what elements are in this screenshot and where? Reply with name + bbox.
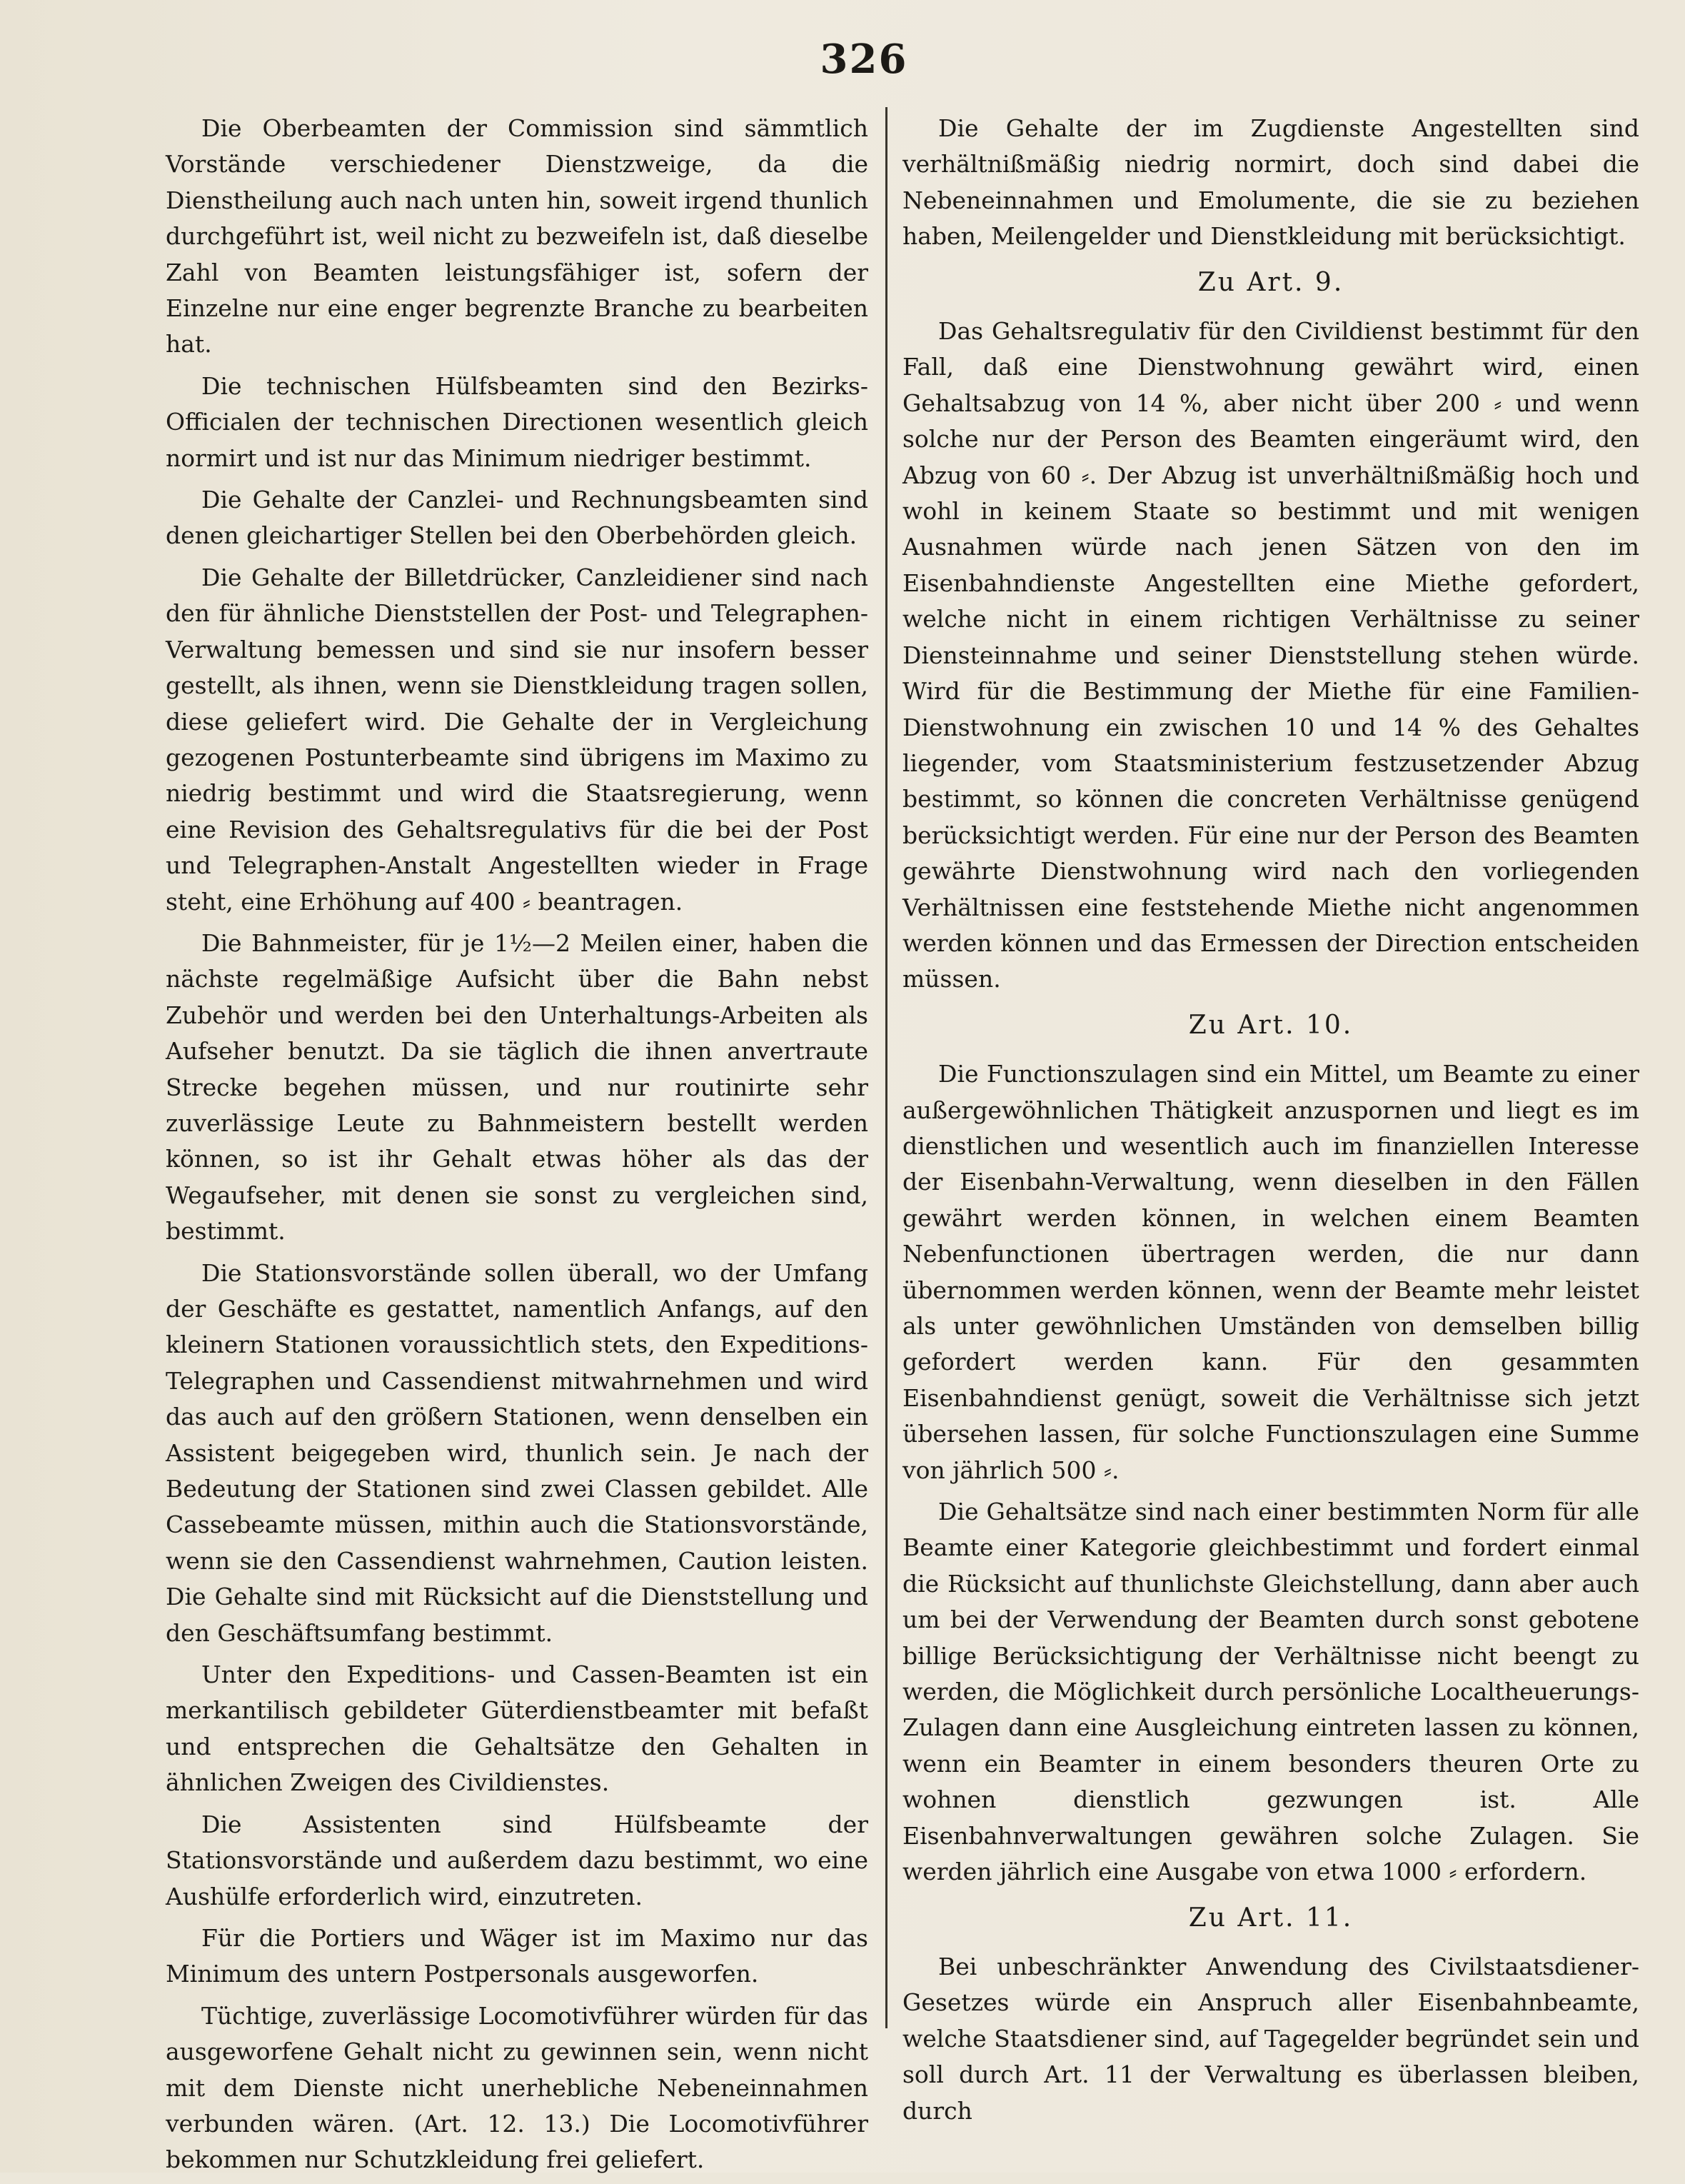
paragraph-oberbeamten: Die Oberbeamten der Commission sind sämmtlich Vorstände verschiedener Dienstzweige, da die Dienstheilung auch nach unten hin, soweit irgend thunlich durchgeführt ist, weil nicht zu bezweifeln ist, daß dieselbe Zahl von Beamten leistungsfähiger ist, sofern der Einzelne nur eine enger begrenzte Branche zu bearbeiten hat. (166, 114, 868, 359)
paragraph-canzlei: Die Gehalte der Canzlei- und Rechnungsbeamten sind denen gleichartiger Stellen bei den Oberbehörden gleich. (166, 486, 868, 550)
paragraph-art-11: Bei unbeschränkter Anwendung des Civilstaatsdiener-Gesetzes würde ein Anspruch aller Eisenbahnbeamte, welche Staatsdiener sind, auf Tagegelder begründet sein und soll durch Art. 11 der Verwaltung es überlassen bleiben, durch (902, 1952, 1639, 2125)
paragraph-billetdruecker: Die Gehalte der Billetdrücker, Canzleidiener sind nach den für ähnliche Dienststellen der Post- und Telegraphen-Verwaltung bemessen und sind sie nur insofern besser gestellt, als ihnen, wenn sie Dienstkleidung tragen sollen, diese geliefert wird. Die Gehalte der in Vergleichung gezogenen Postunterbeamte sind übrigens im Maximo zu niedrig bestimmt und wird die Staatsregierung, wenn eine Revision des Gehaltsregulativs für die bei der Post und Telegraphen-Anstalt Angestellten wieder in Frage steht, eine Erhöhung auf 400 ⸗ beantragen. (166, 563, 868, 916)
column-divider (885, 107, 887, 2028)
page-number: 326 (820, 36, 908, 83)
heading-art-11: Zu Art. 11. (1188, 1903, 1354, 1933)
paragraph-bahnmeister: Die Bahnmeister, für je 1½—2 Meilen einer, haben die nächste regelmäßige Aufsicht über die Bahn nebst Zubehör und werden bei den Unterhaltungs-Arbeiten als Aufseher benutzt. Da sie täglich die ihnen anvertraute Strecke begehen müssen, und nur routinirte sehr zuverlässige Leute zu Bahnmeistern bestellt werden können, so ist ihr Gehalt etwas höher als das der Wegaufseher, mit denen sie sonst zu vergleichen sind, bestimmt. (166, 928, 868, 1246)
left-column (166, 111, 868, 2184)
paragraph-zugdienst: Die Gehalte der im Zugdienste Angestellten sind verhältnißmäßig niedrig normirt, doch sind dabei die Nebeneinnahmen und Emolumente, die sie zu beziehen haben, Meilengelder und Dienstkleidung mit berücksichtigt. (902, 114, 1639, 251)
paragraph-portiers: Für die Portiers und Wäger ist im Maximo nur das Minimum des untern Postpersonals ausgeworfen. (166, 1923, 868, 1988)
paragraph-stationsvorstaende: Die Stationsvorstände sollen überall, wo der Umfang der Geschäfte es gestattet, namentlich Anfangs, auf den kleinern Stationen voraussichtlich stets, den Expeditions-Telegraphen und Cassendienst mitwahrnehmen und wird das auch auf den größern Stationen, wenn denselben ein Assistent beigegeben wird, thunlich sein. Je nach der Bedeutung der Stationen sind zwei Classen gebildet. Alle Cassebeamte müssen, mithin auch die Stationsvorstände, wenn sie den Cassendienst wahrnehmen, Caution leisten. Die Gehalte sind mit Rücksicht auf die Dienststellung und den Geschäftsumfang bestimmt. (166, 1258, 868, 1647)
paragraph-art-9: Das Gehaltsregulativ für den Civildienst bestimmt für den Fall, daß eine Dienstwohnung gewährt wird, einen Gehaltsabzug von 14 %, aber nicht über 200 ⸗ und wenn solche nur der Person des Beamten eingeräumt wird, den Abzug von 60 ⸗. Der Abzug ist unverhältnißmäßig hoch und wohl in keinem Staate so bestimmt und mit wenigen Ausnahmen würde nach jenen Sätzen von den im Eisenbahndienste Angestellten eine Miethe gefordert, welche nicht in einem richtigen Verhältnisse zu seiner Diensteinnahme und seiner Dienststellung stehen würde. Wird für die Bestimmung der Miethe für eine Familien-Dienstwohnung ein zwischen 10 und 14 % des Gehaltes liegender, vom Staatsministerium festzusetzender Abzug bestimmt, so können die concreten Verhältnisse genügend berücksichtigt werden. Für eine nur der Person des Beamten gewährte Dienstwohnung wird nach den vorliegenden Verhältnissen eine feststehende Miethe nicht angenommen werden können und das Ermessen der Direction entscheiden müssen. (902, 317, 1639, 993)
paragraph-assistenten: Die Assistenten sind Hülfsbeamte der Stationsvorstände und außerdem dazu bestimmt, wo eine Aushülfe erforderlich wird, einzutreten. (166, 1810, 868, 1910)
heading-art-10: Zu Art. 10. (1188, 1010, 1354, 1040)
heading-art-9: Zu Art. 9. (1197, 267, 1344, 297)
right-column (902, 111, 1639, 2135)
paragraph-huelfsbeamten: Die technischen Hülfsbeamten sind den Bezirks-Officialen der technischen Directionen wesentlich gleich normirt und ist nur das Minimum niedriger bestimmt. (166, 371, 868, 472)
paragraph-expeditions: Unter den Expeditions- und Cassen-Beamten ist ein merkantilisch gebildeter Güterdienstbeamter mit befaßt und entsprechen die Gehaltsätze den Gehalten in ähnlichen Zweigen des Civildienstes. (166, 1660, 868, 1797)
paragraph-locomotivfuehrer: Tüchtige, zuverlässige Locomotivführer würden für das ausgeworfene Gehalt nicht zu gewinnen sein, wenn nicht mit dem Dienste nicht unerhebliche Nebeneinnahmen verbunden wären. (Art. 12. 13.) Die Locomotivführer bekommen nur Schutzkleidung frei geliefert. (166, 2001, 868, 2174)
paragraph-art-10-functionszulagen: Die Functionszulagen sind ein Mittel, um Beamte zu einer außergewöhnlichen Thätigkeit anzuspornen und liegt es im dienstlichen und wesentlich auch im finanziellen Interesse der Eisenbahn-Verwaltung, wenn dieselben in den Fällen gewährt werden können, in welchen einem Beamten Nebenfunctionen übertragen werden, die nur dann übernommen werden können, wenn der Beamte mehr leistet als unter gewöhnlichen Umständen von demselben billig gefordert werden kann. Für den gesammten Eisenbahndienst genügt, soweit die Verhältnisse sich jetzt übersehen lassen, für solche Functionszulagen eine Summe von jährlich 500 ⸗. (902, 1060, 1639, 1484)
paragraph-art-10-gehaltsaetze: Die Gehaltsätze sind nach einer bestimmten Norm für alle Beamte einer Kategorie gleichbestimmt und fordert einmal die Rücksicht auf thunlichste Gleichstellung, dann aber auch um bei der Verwendung der Beamten durch sonst gebotene billige Berücksichtigung der Verhältnisse nicht beengt zu werden, die Möglichkeit durch persönliche Localtheuerungs-Zulagen dann eine Ausgleichung eintreten lassen zu können, wenn ein Beamter in einem besonders theuren Orte zu wohnen dienstlich gezwungen ist. Alle Eisenbahnverwaltungen gewähren solche Zulagen. Sie werden jährlich eine Ausgabe von etwa 1000 ⸗ erfordern. (902, 1498, 1639, 1886)
